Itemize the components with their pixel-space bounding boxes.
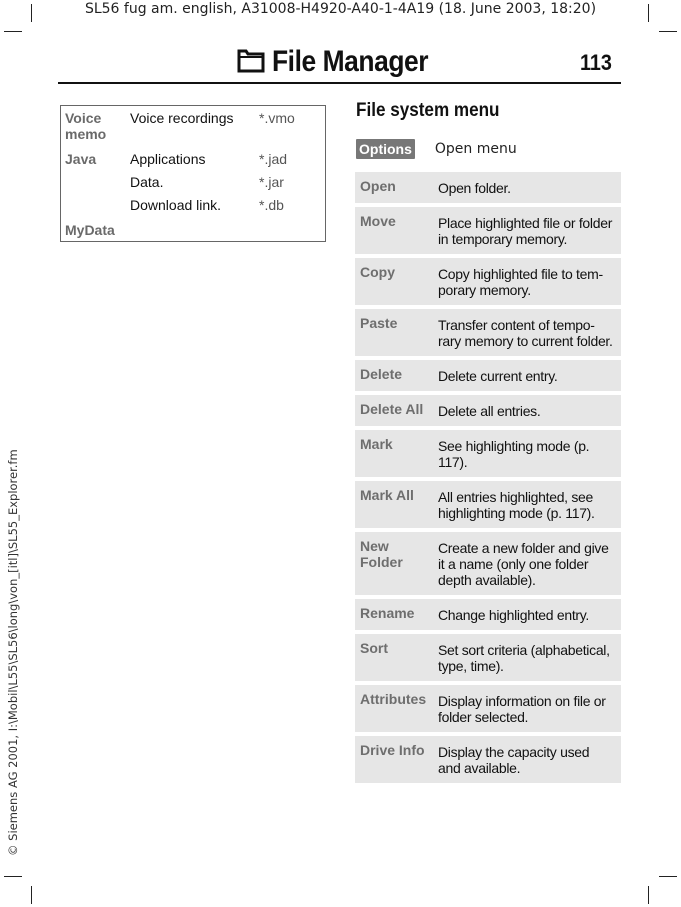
- menu-item-delete-all[interactable]: [355, 395, 621, 426]
- options-softkey[interactable]: Options: [356, 139, 415, 159]
- print-header: SL56 fug am. english, A31008-H4920-A40-1-4A19 (18. June 2003, 18:20): [84, 1, 597, 17]
- file-system-menu-table: [355, 172, 621, 787]
- crop-mark: [659, 31, 677, 32]
- menu-item-description: Display the capacity used and available.: [438, 744, 590, 776]
- crop-mark: [31, 886, 32, 904]
- menu-item-description: Display information on file or folder selected.: [438, 693, 606, 725]
- folder-content: Applications: [130, 151, 206, 167]
- file-extension: *.vmo: [259, 110, 295, 126]
- menu-item-label: Open: [360, 178, 396, 194]
- options-row: [356, 138, 517, 160]
- menu-item-drive-info[interactable]: [355, 736, 621, 783]
- menu-item-description: Copy highlighted file to tem-porary memory.: [438, 266, 603, 298]
- header-rule: [58, 82, 621, 84]
- menu-item-label: Drive Info: [360, 742, 425, 758]
- file-extension: *.db: [259, 197, 284, 213]
- file-extension: *.jad: [259, 151, 288, 167]
- menu-item-label: Mark All: [360, 487, 414, 503]
- folder-content: Download link.: [130, 197, 222, 213]
- menu-item-mark[interactable]: [355, 430, 621, 477]
- menu-item-attributes[interactable]: [355, 685, 621, 732]
- menu-item-description: Transfer content of tempo-rary memory to current folder.: [438, 317, 613, 349]
- options-description: Open menu: [434, 141, 517, 157]
- menu-item-paste[interactable]: [355, 309, 621, 356]
- folder-name: MyData: [65, 222, 115, 238]
- file-type-table: [60, 105, 326, 242]
- folder-name: Java: [65, 151, 97, 167]
- menu-item-sort[interactable]: [355, 634, 621, 681]
- menu-item-label: Attributes: [360, 691, 427, 707]
- menu-item-description: Place highlighted file or folder in temporary memory.: [438, 215, 613, 247]
- page-number: 113: [580, 50, 612, 75]
- side-copyright-text: © Siemens AG 2001, I:\Mobil\L55\SL56\long\von_[itl]\SL55_Explorer.fm: [6, 449, 20, 856]
- menu-item-description: Change highlighted entry.: [438, 607, 590, 623]
- menu-item-description: See highlighting mode (p. 117).: [438, 438, 590, 470]
- menu-item-description: All entries highlighted, see highlighting mode (p. 117).: [438, 489, 595, 521]
- section-title: File system menu: [356, 100, 500, 121]
- menu-item-label: Move: [360, 213, 396, 229]
- menu-item-label: New Folder: [360, 538, 403, 570]
- menu-item-new-folder[interactable]: [355, 532, 621, 595]
- menu-item-move[interactable]: [355, 207, 621, 254]
- crop-mark: [4, 31, 22, 32]
- menu-item-label: Delete All: [360, 401, 424, 417]
- crop-mark: [659, 876, 677, 877]
- menu-item-open[interactable]: [355, 172, 621, 203]
- chapter-heading: [236, 42, 449, 82]
- menu-item-description: Create a new folder and give it a name (only one folder depth available).: [438, 540, 609, 588]
- crop-mark: [648, 886, 649, 904]
- menu-item-mark-all[interactable]: [355, 481, 621, 528]
- menu-item-label: Mark: [360, 436, 393, 452]
- menu-item-rename[interactable]: [355, 599, 621, 630]
- menu-item-label: Rename: [360, 605, 415, 621]
- menu-item-description: Delete current entry.: [438, 368, 558, 384]
- menu-item-description: Delete all entries.: [438, 403, 541, 419]
- menu-item-description: Set sort criteria (alphabetical, type, time).: [438, 642, 610, 674]
- folder-content: Voice recordings: [130, 110, 234, 126]
- menu-item-description: Open folder.: [438, 180, 511, 196]
- folder-content: Data.: [130, 174, 164, 190]
- menu-item-label: Copy: [360, 264, 395, 280]
- chapter-title: File Manager: [272, 45, 429, 78]
- folder-name: Voice memo: [65, 110, 107, 142]
- menu-item-copy[interactable]: [355, 258, 621, 305]
- menu-item-delete[interactable]: [355, 360, 621, 391]
- menu-item-label: Delete: [360, 366, 403, 382]
- folder-icon: [236, 46, 266, 79]
- menu-item-label: Sort: [360, 640, 388, 656]
- menu-item-label: Paste: [360, 315, 398, 331]
- file-extension: *.jar: [259, 174, 284, 190]
- crop-mark: [4, 876, 22, 877]
